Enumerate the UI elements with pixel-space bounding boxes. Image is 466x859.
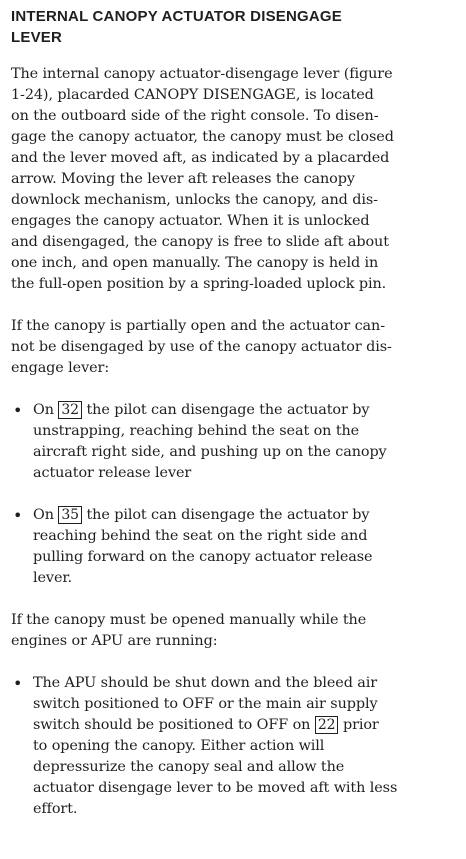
document-page [11,0,461,820]
paragraph-lever-description [11,64,461,295]
text-line: engage lever: [11,360,110,376]
text-line: lever. [33,570,73,586]
text-line: and disengaged, the canopy is free to slide aft about [11,234,389,250]
line-text-before-box: switch should be positioned to OFF on [33,717,311,733]
bullet-icon: • [13,401,23,420]
text-line: one inch, and open manually. The canopy is held in [11,255,379,271]
bullet-line-rest: the pilot can disengage the actuator by [86,402,370,418]
text-line: The APU should be shut down and the bleed air [33,675,378,691]
text-line: unstrapping, reaching behind the seat on the [33,423,360,439]
bullet-line-rest: the pilot can disengage the actuator by [86,507,370,523]
text-line: on the outboard side of the right console. To disen- [11,108,379,124]
text-line [33,505,461,526]
text-line: gage the canopy actuator, the canopy must be closed [11,129,394,145]
model-number-box: 22 [315,716,339,734]
bullet-item-apu [11,673,461,820]
text-line: pulling forward on the canopy actuator release [33,549,373,565]
heading-line-2: LEVER [11,29,63,46]
text-line: to opening the canopy. Either action will [33,738,325,754]
text-line: If the canopy must be opened manually while the [11,612,367,628]
text-line: aircraft right side, and pushing up on the canopy [33,444,387,460]
text-line: switch positioned to OFF or the main air supply [33,696,378,712]
text-line: actuator disengage lever to be moved aft with less [33,780,398,796]
text-line: reaching behind the seat on the right side and [33,528,368,544]
bullet-prefix: On [33,507,54,523]
line-text-after-box: prior [342,717,379,733]
text-line: The internal canopy actuator-disengage lever (figure [11,66,393,82]
text-line: If the canopy is partially open and the actuator can- [11,318,385,334]
text-line: actuator release lever [33,465,192,481]
heading-line-1: INTERNAL CANOPY ACTUATOR DISENGAGE [11,8,342,25]
text-line: engages the canopy actuator. When it is unlocked [11,213,370,229]
text-line [33,400,461,421]
text-line: the full-open position by a spring-loaded uplock pin. [11,276,387,292]
text-line: 1-24), placarded CANOPY DISENGAGE, is located [11,87,374,103]
bullet-icon: • [13,506,23,525]
model-number-box: 32 [58,401,82,419]
text-line: effort. [33,801,78,817]
text-line: not be disengaged by use of the canopy actuator dis- [11,339,392,355]
bullet-item-35 [11,505,461,589]
paragraph-manual-open [11,610,461,652]
text-line: downlock mechanism, unlocks the canopy, and dis- [11,192,378,208]
text-line: depressurize the canopy seal and allow the [33,759,345,775]
text-line [33,715,461,736]
text-line: engines or APU are running: [11,633,218,649]
paragraph-partially-open [11,316,461,379]
bullet-prefix: On [33,402,54,418]
text-line: arrow. Moving the lever aft releases the canopy [11,171,355,187]
section-heading [11,6,411,48]
bullet-icon: • [13,674,23,693]
text-line: and the lever moved aft, as indicated by a placarded [11,150,390,166]
model-number-box: 35 [58,506,82,524]
bullet-item-32 [11,400,461,484]
